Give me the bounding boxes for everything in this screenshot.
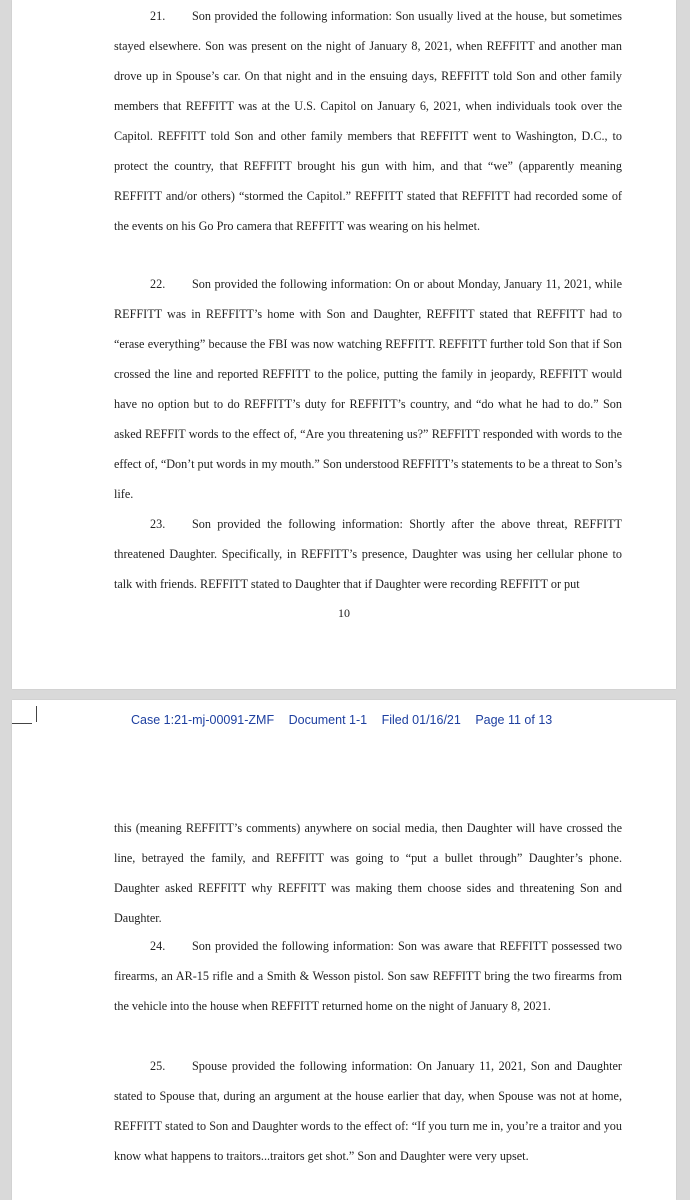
paragraph-text: Son provided the following information: On or about Monday, January 11, 2021, while REFFITT was in REFFITT’s home with Son and Daughter, REFFITT stated that REFFITT had to “erase everything” because the FBI was now watching REFFITT. REFFITT further told Son that if Son crossed the line and reported REFFITT to the police, putting the family in jeopardy, REFFITT would have no option but to do REFFITT’s duty for REFFITT’s country, and “do what he had to do.” Son asked REFFIT words to the effect of, “Are you threatening us?” REFFITT responded with words to the effect of, “Don’t put words in my mouth.” Son understood REFFITT’s statements to be a threat to Son’s life. <box>114 277 622 501</box>
document-number: Document 1-1 <box>288 713 368 727</box>
paragraph-number: 21. <box>150 9 166 23</box>
document-page-10 <box>12 0 676 689</box>
page-count: Page 11 of 13 <box>475 713 553 727</box>
paragraph-number: 22. <box>150 277 166 291</box>
paragraph-number: 24. <box>150 939 166 953</box>
paragraph-21 <box>114 1 622 241</box>
paragraph-23 <box>114 509 622 599</box>
case-number: Case 1:21-mj-00091-ZMF <box>131 713 275 727</box>
paragraph-24 <box>114 931 622 1021</box>
margin-line-icon <box>12 723 32 724</box>
paragraph-23-continued <box>114 813 622 933</box>
text-cursor-icon <box>36 706 37 722</box>
paragraph-number: 23. <box>150 517 166 531</box>
paragraph-text: Spouse provided the following information: On January 11, 2021, Son and Daughter stated to Spouse that, during an argument at the house earlier that day, when Spouse was not at home, REFFITT stated to Son and Daughter words to the effect of: “If you turn me in, you’re a traitor and you know what happens to traitors...traitors get shot.” Son and Daughter were very upset. <box>114 1059 622 1163</box>
paragraph-25 <box>114 1051 622 1171</box>
filed-date: Filed 01/16/21 <box>381 713 461 727</box>
paragraph-22 <box>114 269 622 509</box>
case-header <box>131 713 552 727</box>
paragraph-text: this (meaning REFFITT’s comments) anywhere on social media, then Daughter will have crossed the line, betrayed the family, and REFFITT was going to “put a bullet through” Daughter’s phone. Daughter asked REFFITT why REFFITT was making them choose sides and threatening Son and Daughter. <box>114 821 622 925</box>
paragraph-text: Son provided the following information: Son was aware that REFFITT possessed two firearms, an AR-15 rifle and a Smith & Wesson pistol. Son saw REFFITT bring the two firearms from the vehicle into the house when REFFITT returned home on the night of January 8, 2021. <box>114 939 622 1013</box>
page-number: 10 <box>338 606 350 620</box>
document-page-11 <box>12 700 676 1200</box>
paragraph-text: Son provided the following information: Shortly after the above threat, REFFITT threatened Daughter. Specifically, in REFFITT’s presence, Daughter was using her cellular phone to talk with friends. REFFITT stated to Daughter that if Daughter were recording REFFITT or put <box>114 517 622 591</box>
paragraph-text: Son provided the following information: Son usually lived at the house, but sometimes stayed elsewhere. Son was present on the night of January 8, 2021, when REFFITT and another man drove up in Spouse’s car. On that night and in the ensuing days, REFFITT told Son and other family members that REFFITT was at the U.S. Capitol on January 6, 2021, when individuals took over the Capitol. REFFITT told Son and other family members that REFFITT went to Washington, D.C., to protect the country, that REFFITT brought his gun with him, and that “we” (apparently meaning REFFITT and/or others) “stormed the Capitol.” REFFITT stated that REFFITT had recorded some of the events on his Go Pro camera that REFFITT was wearing on his helmet. <box>114 9 622 233</box>
paragraph-number: 25. <box>150 1059 166 1073</box>
